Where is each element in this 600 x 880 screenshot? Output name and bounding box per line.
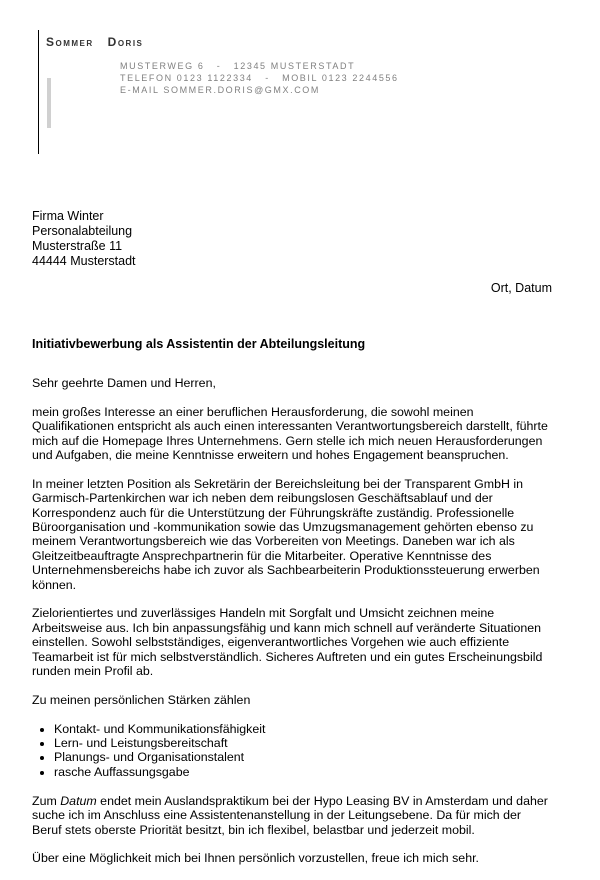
recipient-address — [32, 209, 136, 269]
availability-date-placeholder: Datum — [60, 793, 97, 808]
header-divider-line — [38, 30, 39, 154]
sender-address-line: MUSTERWEG 6 - 12345 MUSTERSTADT — [120, 61, 356, 71]
letter-subject: Initiativbewerbung als Assistentin der Abteilungsleitung — [32, 337, 366, 351]
list-item: • Planungs- und Organisationstalent — [54, 750, 552, 764]
sender-first-name: Sommer — [46, 35, 94, 49]
letter-body — [32, 376, 552, 880]
recipient-street: Musterstraße 11 — [32, 239, 123, 253]
sender-last-name: Doris — [107, 35, 144, 49]
list-item: • Lern- und Leistungsbereitschaft — [54, 736, 552, 750]
paragraph-intro: mein großes Interesse an einer beruflichen Herausforderung, die sowohl meinen Qualifikationen entspricht als auch einen interessanten Verantwortungsbereich darstellt, führte mich auf die Homepage Ihres Unternehmens. Gern stelle ich mich neuen Herausforderungen und Aufgaben, die meine Kenntnisse erweitern und hohes Engagement beanspruchen. — [32, 404, 548, 463]
letter-date: Ort, Datum — [490, 281, 552, 295]
sender-name — [46, 35, 157, 49]
availability-prefix: Zum — [32, 793, 61, 808]
sender-contact — [120, 60, 399, 96]
paragraph-availability — [32, 794, 552, 837]
recipient-city: 44444 Musterstadt — [32, 254, 136, 268]
salutation: Sehr geehrte Damen und Herren, — [32, 376, 216, 390]
paragraph-experience: In meiner letzten Position als Sekretärin der Bereichsleitung bei der Transparent GmbH in Garmisch-Partenkirchen war ich neben dem reibungslosen Geschäftsablauf und der Korrespondenz auch für die Unterstützung der Führungskräfte zuständig. Professionelle Büroorganisation und -kommunikation sowie das Umzugsmanagement gehörten ebenso zu meinem Verantwortungsbereich wie das Vorbereiten von Meetings. Daneben war ich als Gleitzeitbeauftragte Ansprechpartnerin für die Mitarbeiter. Operative Kenntnisse des Unternehmensbereichs habe ich zuvor als Sachbearbeiterin Produktionssteuerung erwerben können. — [32, 476, 540, 592]
recipient-company: Firma Winter — [32, 209, 104, 223]
closing-sentence: Über eine Möglichkeit mich bei Ihnen persönlich vorzustellen, freue ich mich sehr. — [32, 851, 479, 866]
sender-email-line: E-MAIL SOMMER.DORIS@GMX.COM — [120, 85, 321, 95]
list-item: • Kontakt- und Kommunikationsfähigkeit — [54, 722, 552, 736]
sender-phone-line: TELEFON 0123 1122334 - MOBIL 0123 2244556 — [120, 73, 399, 83]
recipient-department: Personalabteilung — [32, 224, 133, 238]
paragraph-strengths-intro: Zu meinen persönlichen Stärken zählen — [32, 692, 251, 707]
strengths-list — [32, 722, 552, 780]
list-item: • rasche Auffassungsgabe — [54, 765, 552, 779]
header-accent-bar — [47, 78, 51, 128]
paragraph-work-style: Zielorientiertes und zuverlässiges Handeln mit Sorgfalt und Umsicht zeichnen meine Arbeitsweise aus. Ich bin anpassungsfähig und kann mich schnell auf veränderte Situationen einstellen. Sowohl selbstständiges, eigenverantwortliches Vorgehen wie auch effiziente Teamarbeit ist für mich selbstverständlich. Sicheres Auftreten und ein gutes Erscheinungsbild runden mein Profil ab. — [32, 606, 543, 679]
availability-text: endet mein Auslandspraktikum bei der Hypo Leasing BV in Amsterdam und daher suche ich im Anschluss eine Assistentenanstellung in der Leitungsebene. Da für mich der Beruf stets oberste Priorität besitzt, bin ich flexibel, belastbar und jederzeit mobil. — [32, 793, 548, 837]
